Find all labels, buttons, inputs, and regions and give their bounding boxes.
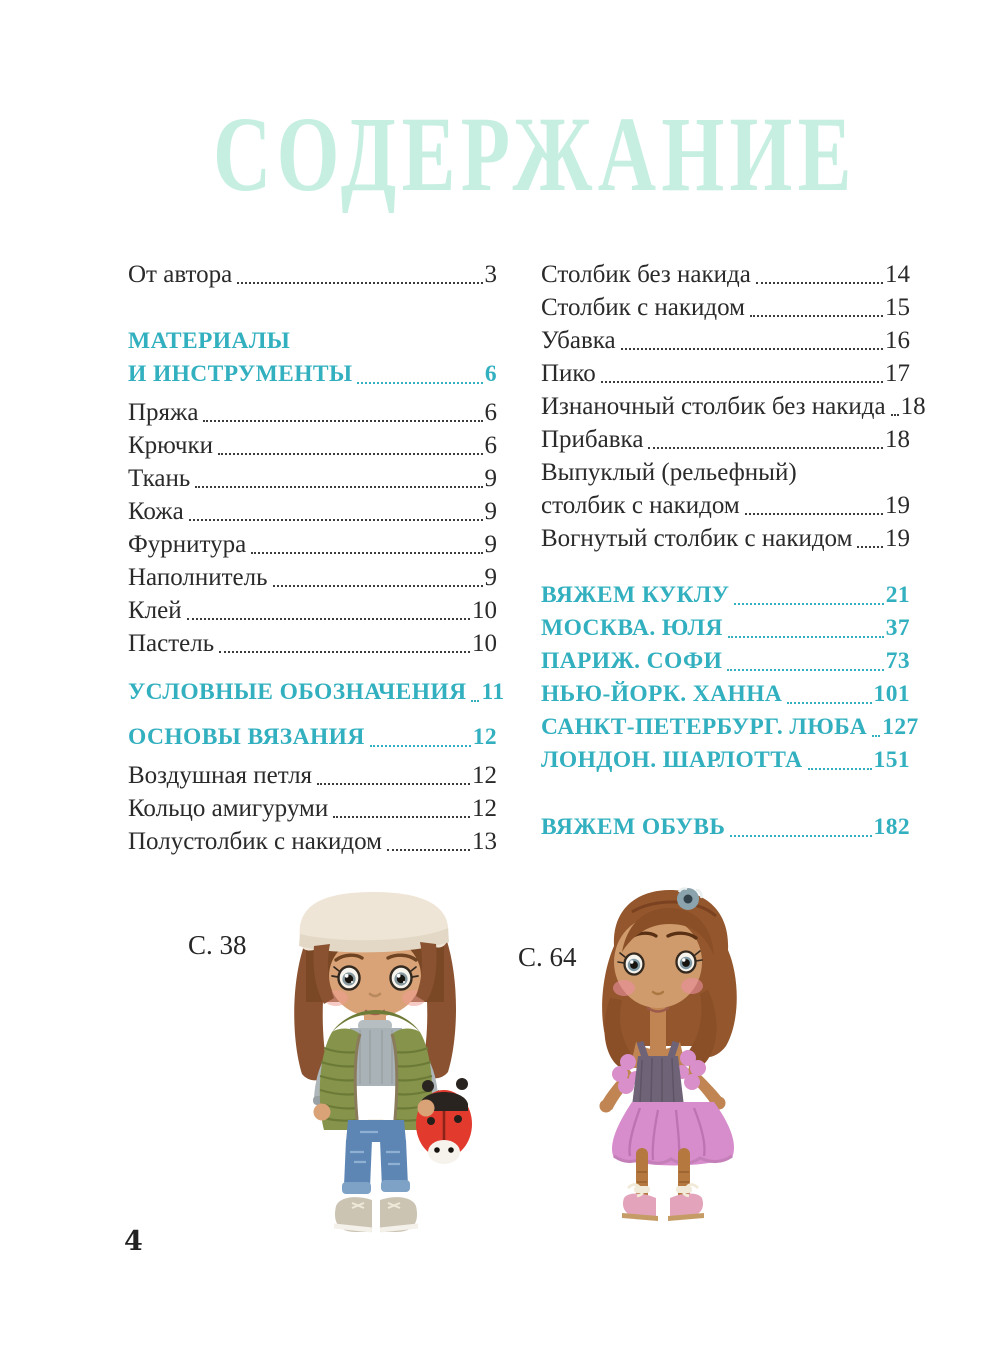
toc-entry (128, 759, 497, 792)
toc-entry-page: 17 (885, 360, 910, 387)
toc-entry-label: Ткань (128, 465, 191, 492)
toc-entry-label: Фурнитура (128, 531, 247, 558)
toc-entry (541, 811, 910, 844)
pink-shoes (622, 1185, 704, 1222)
toc-leader-dots (621, 348, 883, 350)
toc-entry (541, 390, 926, 423)
toc-entry-label: От автора (128, 261, 233, 288)
toc-leader-dots (333, 816, 470, 818)
hand-left (314, 1104, 331, 1121)
toc-entry-label: Столбик с накидом (541, 294, 745, 321)
toc-entry (541, 612, 910, 645)
toc-entry (541, 522, 910, 555)
toc-entry-label: САНКТ-ПЕТЕРБУРГ. ЛЮБА (541, 714, 868, 740)
toc-entry (128, 258, 497, 291)
toc-entry-label: Полустолбик с накидом (128, 828, 382, 855)
toc-leader-dots (601, 381, 883, 383)
toc-entry-label: И ИНСТРУМЕНТЫ (128, 361, 353, 387)
toc-leader-dots (756, 282, 883, 284)
toc-leader-dots (237, 282, 482, 284)
toc-section (128, 325, 497, 391)
toc-section (128, 721, 497, 754)
toc-entry-page: 10 (472, 597, 497, 624)
toc-entry (128, 825, 497, 858)
toc-entry (128, 792, 497, 825)
toc-entry-label: Наполнитель (128, 564, 268, 591)
toc-entry-label: ВЯЖЕМ ОБУВЬ (541, 814, 726, 840)
toc-entry-label: Кожа (128, 498, 184, 525)
toc-leader-dots (872, 735, 880, 737)
toc-entry-page: 9 (484, 465, 497, 492)
toc-entry (541, 579, 910, 612)
toc-leader-dots (750, 315, 883, 317)
toc-entry-label: ПАРИЖ. СОФИ (541, 648, 723, 674)
toc-entry (541, 456, 910, 489)
toc-entry-page: 101 (873, 681, 910, 707)
toc-leader-dots (728, 636, 884, 638)
toc-entry (128, 676, 505, 709)
toc-entry-page: 9 (484, 564, 497, 591)
toc-entry (128, 528, 497, 561)
toc-entry-label: МОСКВА. ЮЛЯ (541, 615, 723, 641)
toc-leader-dots (218, 453, 483, 455)
toc-entry (541, 645, 910, 678)
toc-leader-dots (471, 700, 479, 702)
toc-entry-page: 13 (472, 828, 497, 855)
toc-entry-page: 127 (882, 714, 919, 740)
toc-entry (128, 462, 497, 495)
toc-entry (128, 721, 497, 754)
toc-entry (541, 489, 910, 522)
toc-entry-page: 9 (484, 498, 497, 525)
toc-entry-page: 73 (885, 648, 910, 674)
toc-entry (541, 423, 910, 456)
toc-section (541, 258, 926, 555)
toc-entry-label: ВЯЖЕМ КУКЛУ (541, 582, 730, 608)
toc-section (541, 579, 919, 777)
toc-entry-label: столбик с накидом (541, 492, 740, 519)
toc-entry-label: Столбик без накида (541, 261, 751, 288)
toc-leader-dots (370, 745, 471, 747)
toc-column-left (128, 258, 505, 858)
toc-entry-label: Выпуклый (рельефный) (541, 459, 797, 486)
toc-section (128, 396, 497, 660)
toc-entry-page: 15 (885, 294, 910, 321)
toc-entry-label: НЬЮ-ЙОРК. ХАННА (541, 681, 783, 707)
toc-entry-label: МАТЕРИАЛЫ (128, 328, 291, 354)
toc-leader-dots (857, 546, 883, 548)
toc-leader-dots (189, 519, 483, 521)
toc-leader-dots (187, 618, 470, 620)
toc-leader-dots (203, 420, 482, 422)
toc-entry-page: 12 (472, 724, 497, 750)
toc-entry-page: 18 (885, 426, 910, 453)
toc-entry-page: 10 (472, 630, 497, 657)
toc-entry-label: Воздушная петля (128, 762, 313, 789)
toc-leader-dots (730, 835, 871, 837)
toc-entry-page: 19 (885, 525, 910, 552)
toc-entry-page: 37 (885, 615, 910, 641)
toc-entry-label: Прибавка (541, 426, 644, 453)
toc-entry (541, 744, 910, 777)
toc-entry-label: Крючки (128, 432, 213, 459)
toc-entry (541, 324, 910, 357)
toc-entry (128, 627, 497, 660)
toc-leader-dots (745, 513, 883, 515)
toc-entry-page: 14 (885, 261, 910, 288)
toc-leader-dots (387, 849, 470, 851)
table-of-contents (128, 258, 926, 858)
toc-entry-page: 6 (484, 432, 497, 459)
toc-leader-dots (808, 768, 872, 770)
figure-caption-right: С. 64 (518, 942, 577, 972)
toc-entry-page: 16 (885, 327, 910, 354)
toc-entry (128, 358, 497, 391)
toc-column-right (541, 258, 926, 858)
figure-caption-left: С. 38 (188, 930, 247, 960)
toc-entry-page: 12 (472, 762, 497, 789)
toc-leader-dots (273, 585, 483, 587)
toc-leader-dots (317, 783, 470, 785)
toc-entry (128, 594, 497, 627)
toc-entry-label: ОСНОВЫ ВЯЗАНИЯ (128, 724, 365, 750)
toc-leader-dots (787, 702, 871, 704)
toc-entry (128, 561, 497, 594)
toc-entry (541, 357, 910, 390)
toc-leader-dots (727, 669, 883, 671)
doll-photo-green-vest (270, 890, 482, 1238)
toc-entry (541, 711, 919, 744)
toc-entry (128, 396, 497, 429)
toc-entry-label: УСЛОВНЫЕ ОБОЗНАЧЕНИЯ (128, 679, 467, 705)
toc-entry (541, 258, 910, 291)
toc-entry-page: 18 (900, 393, 926, 420)
toc-entry-label: Убавка (541, 327, 616, 354)
toc-entry-page: 19 (885, 492, 910, 519)
toc-entry-page: 151 (873, 747, 910, 773)
doll-photo-pink-dress (592, 886, 754, 1228)
toc-entry-page: 12 (472, 795, 497, 822)
toc-entry-label: Пико (541, 360, 596, 387)
toc-entry-page: 21 (885, 582, 910, 608)
toc-entry-label: Пряжа (128, 399, 199, 426)
toc-leader-dots (648, 447, 883, 449)
toc-leader-dots (195, 486, 482, 488)
toc-leader-dots (219, 651, 470, 653)
toc-leader-dots (734, 603, 883, 605)
toc-entry-page: 6 (484, 399, 497, 426)
toc-entry (128, 495, 497, 528)
toc-entry-label: Вогнутый столбик с накидом (541, 525, 853, 552)
toc-entry-label: Изнаночный столбик без накида (541, 393, 886, 420)
toc-section (128, 676, 505, 709)
toc-entry-page: 3 (484, 261, 497, 288)
toc-entry (541, 291, 910, 324)
toc-section (128, 759, 497, 858)
toc-leader-dots (251, 552, 482, 554)
toc-entry-label: Кольцо амигуруми (128, 795, 329, 822)
toc-section (541, 811, 910, 844)
sneakers (334, 1197, 418, 1232)
toc-entry-page: 9 (484, 531, 497, 558)
toc-leader-dots (357, 382, 482, 384)
hand-right (418, 1100, 435, 1117)
toc-entry (128, 325, 497, 358)
toc-entry (541, 678, 910, 711)
toc-entry-page: 6 (484, 361, 497, 387)
toc-entry-page: 182 (873, 814, 910, 840)
jeans (342, 1120, 410, 1194)
page-number: 4 (124, 1226, 143, 1257)
page-title: СОДЕРЖАНИЕ (213, 96, 857, 214)
toc-leader-dots (891, 414, 899, 416)
toc-entry-label: Пастель (128, 630, 215, 657)
toc-entry-label: ЛОНДОН. ШАРЛОТТА (541, 747, 803, 773)
toc-section (128, 258, 497, 291)
toc-entry (128, 429, 497, 462)
toc-entry-label: Клей (128, 597, 182, 624)
toc-entry-page: 11 (481, 679, 505, 705)
